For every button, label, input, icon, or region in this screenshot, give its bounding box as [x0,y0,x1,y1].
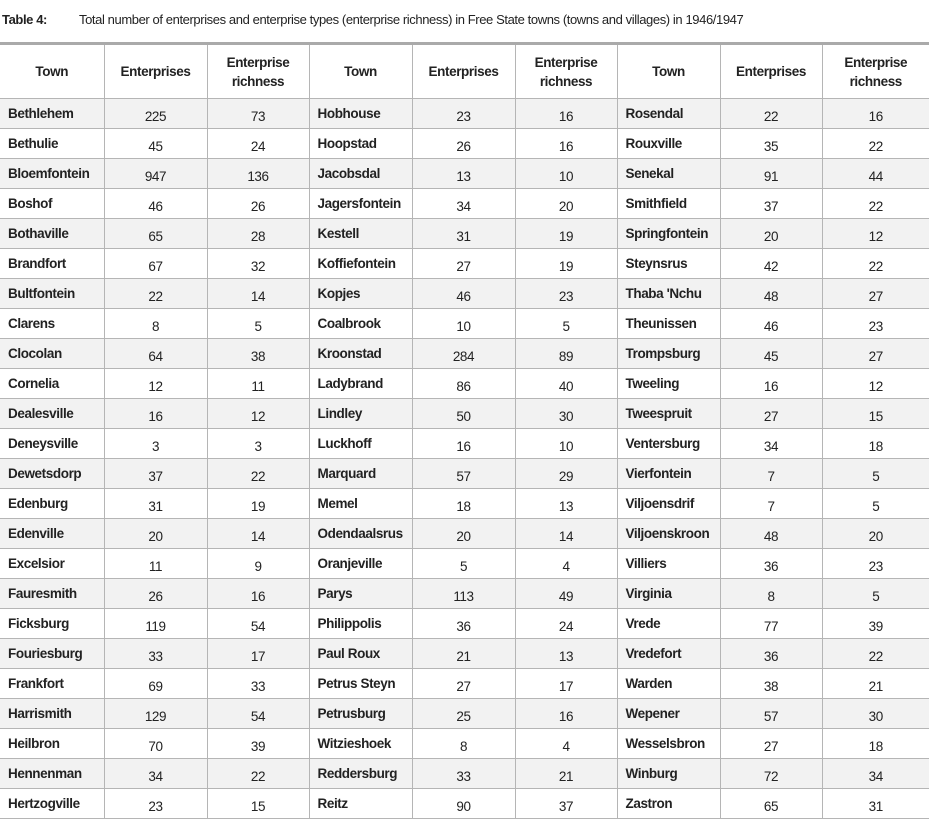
enterprises-count: 13 [412,159,515,189]
town-name: Viljoenskroon [617,519,720,549]
table-row [0,579,929,609]
enterprise-richness: 12 [207,399,309,429]
enterprise-richness: 22 [822,639,929,669]
town-name: Luckhoff [309,429,412,459]
table-row [0,309,929,339]
enterprise-richness: 22 [207,759,309,789]
enterprises-count: 11 [104,549,207,579]
enterprises-count: 5 [412,549,515,579]
enterprises-count: 34 [104,759,207,789]
enterprise-richness: 16 [515,99,617,129]
enterprise-richness: 16 [822,99,929,129]
enterprises-count: 46 [412,279,515,309]
enterprises-count: 16 [720,369,822,399]
town-name: Boshof [0,189,104,219]
enterprises-count: 23 [412,99,515,129]
enterprises-count: 23 [104,789,207,819]
town-name: Smithfield [617,189,720,219]
enterprise-richness: 22 [822,129,929,159]
enterprise-richness: 18 [822,429,929,459]
enterprise-richness: 5 [822,489,929,519]
enterprise-richness: 10 [515,159,617,189]
enterprises-count: 284 [412,339,515,369]
enterprise-richness: 27 [822,279,929,309]
header-row [0,44,929,99]
enterprises-count: 86 [412,369,515,399]
enterprises-count: 36 [720,549,822,579]
enterprises-count: 69 [104,669,207,699]
enterprise-richness: 21 [515,759,617,789]
town-name: Tweespruit [617,399,720,429]
town-name: Bethulie [0,129,104,159]
enterprise-richness: 4 [515,549,617,579]
enterprises-count: 225 [104,99,207,129]
enterprise-richness: 23 [822,549,929,579]
town-name: Bothaville [0,219,104,249]
table-row [0,549,929,579]
enterprises-count: 27 [720,729,822,759]
enterprises-count: 10 [412,309,515,339]
town-name: Fouriesburg [0,639,104,669]
town-name: Virginia [617,579,720,609]
table-row [0,729,929,759]
town-name: Kestell [309,219,412,249]
enterprise-richness: 28 [207,219,309,249]
table-row [0,669,929,699]
enterprise-richness: 26 [207,189,309,219]
table-row [0,639,929,669]
enterprises-count: 21 [412,639,515,669]
town-name: Petrusburg [309,699,412,729]
town-name: Rouxville [617,129,720,159]
enterprise-richness: 18 [822,729,929,759]
town-name: Zastron [617,789,720,819]
enterprise-richness: 5 [515,309,617,339]
enterprise-richness: 32 [207,249,309,279]
town-name: Rosendal [617,99,720,129]
enterprise-richness: 23 [822,309,929,339]
table-row [0,699,929,729]
enterprise-richness: 21 [822,669,929,699]
town-name: Ventersburg [617,429,720,459]
town-name: Dewetsdorp [0,459,104,489]
enterprise-richness: 14 [207,519,309,549]
enterprise-richness: 12 [822,369,929,399]
enterprises-count: 90 [412,789,515,819]
town-name: Clarens [0,309,104,339]
enterprise-richness: 23 [515,279,617,309]
table-title: Total number of enterprises and enterprise types (enterprise richness) in Free State towns (towns and villages) in 1946/1947 [78,12,744,27]
table-row [0,789,929,819]
table-label: Table 4: [2,12,47,27]
enterprises-count: 8 [104,309,207,339]
enterprise-richness: 20 [822,519,929,549]
enterprises-count: 57 [720,699,822,729]
town-name: Marquard [309,459,412,489]
enterprises-count: 46 [720,309,822,339]
enterprise-richness: 37 [515,789,617,819]
enterprises-count: 36 [720,639,822,669]
enterprises-count: 34 [412,189,515,219]
enterprises-count: 70 [104,729,207,759]
town-name: Hennenman [0,759,104,789]
enterprise-richness: 30 [515,399,617,429]
enterprise-richness: 17 [207,639,309,669]
enterprise-richness: 38 [207,339,309,369]
town-name: Bloemfontein [0,159,104,189]
town-name: Jacobsdal [309,159,412,189]
town-name: Edenburg [0,489,104,519]
enterprises-table [0,42,929,819]
enterprises-count: 18 [412,489,515,519]
town-name: Steynsrus [617,249,720,279]
enterprise-richness: 3 [207,429,309,459]
enterprise-richness: 20 [515,189,617,219]
enterprises-count: 67 [104,249,207,279]
enterprise-richness: 9 [207,549,309,579]
enterprise-richness: 19 [207,489,309,519]
town-name: Vierfontein [617,459,720,489]
enterprises-count: 129 [104,699,207,729]
town-name: Coalbrook [309,309,412,339]
enterprises-count: 72 [720,759,822,789]
enterprises-count: 35 [720,129,822,159]
enterprises-count: 48 [720,279,822,309]
enterprise-richness: 30 [822,699,929,729]
enterprise-richness: 16 [515,129,617,159]
table-row [0,489,929,519]
enterprise-richness: 14 [207,279,309,309]
town-name: Kroonstad [309,339,412,369]
enterprise-richness: 24 [515,609,617,639]
enterprise-richness: 22 [822,189,929,219]
town-name: Philippolis [309,609,412,639]
table-row [0,459,929,489]
enterprise-richness: 22 [207,459,309,489]
town-name: Warden [617,669,720,699]
town-name: Deneysville [0,429,104,459]
town-name: Viljoensdrif [617,489,720,519]
enterprises-count: 46 [104,189,207,219]
enterprises-count: 8 [720,579,822,609]
town-name: Reddersburg [309,759,412,789]
column-header: Enterprise richness [515,44,617,99]
enterprises-count: 64 [104,339,207,369]
enterprise-richness: 27 [822,339,929,369]
table-row [0,369,929,399]
town-name: Ficksburg [0,609,104,639]
enterprises-count: 12 [104,369,207,399]
town-name: Theunissen [617,309,720,339]
table-row [0,249,929,279]
town-name: Odendaalsrus [309,519,412,549]
enterprise-richness: 5 [207,309,309,339]
town-name: Excelsior [0,549,104,579]
enterprises-count: 25 [412,699,515,729]
enterprise-richness: 136 [207,159,309,189]
enterprise-richness: 5 [822,579,929,609]
enterprises-count: 65 [720,789,822,819]
enterprises-count: 45 [104,129,207,159]
town-name: Vredefort [617,639,720,669]
table-row [0,189,929,219]
enterprise-richness: 14 [515,519,617,549]
town-name: Thaba 'Nchu [617,279,720,309]
enterprise-richness: 13 [515,639,617,669]
enterprise-richness: 89 [515,339,617,369]
town-name: Heilbron [0,729,104,759]
enterprise-richness: 39 [822,609,929,639]
enterprise-richness: 31 [822,789,929,819]
town-name: Reitz [309,789,412,819]
enterprises-count: 91 [720,159,822,189]
town-name: Edenville [0,519,104,549]
enterprise-richness: 44 [822,159,929,189]
enterprise-richness: 24 [207,129,309,159]
table-row [0,429,929,459]
enterprises-count: 48 [720,519,822,549]
town-name: Vrede [617,609,720,639]
enterprise-richness: 19 [515,219,617,249]
enterprises-count: 57 [412,459,515,489]
enterprise-richness: 13 [515,489,617,519]
enterprises-count: 27 [412,249,515,279]
column-header: Enterprise richness [822,44,929,99]
table-row [0,519,929,549]
enterprises-count: 26 [412,129,515,159]
town-name: Paul Roux [309,639,412,669]
enterprises-count: 31 [104,489,207,519]
enterprise-richness: 29 [515,459,617,489]
town-name: Frankfort [0,669,104,699]
town-name: Wepener [617,699,720,729]
town-name: Trompsburg [617,339,720,369]
enterprises-count: 20 [104,519,207,549]
town-name: Memel [309,489,412,519]
enterprises-count: 8 [412,729,515,759]
table-caption [2,12,743,27]
enterprises-count: 119 [104,609,207,639]
enterprise-richness: 11 [207,369,309,399]
town-name: Ladybrand [309,369,412,399]
enterprise-richness: 22 [822,249,929,279]
town-name: Koffiefontein [309,249,412,279]
town-name: Tweeling [617,369,720,399]
town-name: Hobhouse [309,99,412,129]
town-name: Bethlehem [0,99,104,129]
enterprises-count: 38 [720,669,822,699]
table-row [0,759,929,789]
enterprises-count: 7 [720,489,822,519]
town-name: Clocolan [0,339,104,369]
town-name: Petrus Steyn [309,669,412,699]
enterprise-richness: 5 [822,459,929,489]
table-row [0,159,929,189]
town-name: Oranjeville [309,549,412,579]
enterprise-richness: 16 [207,579,309,609]
enterprises-count: 16 [412,429,515,459]
town-name: Senekal [617,159,720,189]
town-name: Hertzogville [0,789,104,819]
town-name: Hoopstad [309,129,412,159]
enterprise-richness: 19 [515,249,617,279]
enterprise-richness: 15 [822,399,929,429]
table-row [0,609,929,639]
column-header: Enterprises [412,44,515,99]
enterprise-richness: 49 [515,579,617,609]
table-row [0,399,929,429]
enterprises-count: 65 [104,219,207,249]
town-name: Cornelia [0,369,104,399]
enterprises-count: 20 [412,519,515,549]
town-name: Parys [309,579,412,609]
enterprises-count: 26 [104,579,207,609]
enterprises-count: 33 [412,759,515,789]
enterprises-count: 34 [720,429,822,459]
enterprises-count: 37 [104,459,207,489]
enterprises-count: 27 [412,669,515,699]
enterprises-count: 42 [720,249,822,279]
enterprises-count: 7 [720,459,822,489]
enterprises-count: 33 [104,639,207,669]
town-name: Winburg [617,759,720,789]
enterprise-richness: 16 [515,699,617,729]
town-name: Villiers [617,549,720,579]
enterprise-richness: 39 [207,729,309,759]
enterprises-count: 27 [720,399,822,429]
enterprises-count: 16 [104,399,207,429]
town-name: Fauresmith [0,579,104,609]
enterprises-count: 113 [412,579,515,609]
enterprise-richness: 17 [515,669,617,699]
enterprise-richness: 4 [515,729,617,759]
enterprise-richness: 33 [207,669,309,699]
enterprises-count: 77 [720,609,822,639]
enterprise-richness: 40 [515,369,617,399]
table-row [0,339,929,369]
town-name: Harrismith [0,699,104,729]
enterprises-count: 37 [720,189,822,219]
enterprises-count: 20 [720,219,822,249]
enterprise-richness: 54 [207,609,309,639]
table-row [0,99,929,129]
town-name: Bultfontein [0,279,104,309]
enterprise-richness: 54 [207,699,309,729]
town-name: Lindley [309,399,412,429]
enterprise-richness: 34 [822,759,929,789]
town-name: Dealesville [0,399,104,429]
enterprises-count: 31 [412,219,515,249]
column-header: Enterprise richness [207,44,309,99]
town-name: Jagersfontein [309,189,412,219]
column-header: Town [617,44,720,99]
town-name: Springfontein [617,219,720,249]
enterprise-richness: 15 [207,789,309,819]
enterprises-count: 45 [720,339,822,369]
column-header: Enterprises [720,44,822,99]
column-header: Town [0,44,104,99]
table-row [0,279,929,309]
enterprise-richness: 10 [515,429,617,459]
enterprises-count: 22 [104,279,207,309]
enterprises-count: 36 [412,609,515,639]
town-name: Kopjes [309,279,412,309]
column-header: Town [309,44,412,99]
table-row [0,219,929,249]
town-name: Wesselsbron [617,729,720,759]
town-name: Brandfort [0,249,104,279]
enterprises-count: 22 [720,99,822,129]
enterprise-richness: 12 [822,219,929,249]
enterprises-count: 3 [104,429,207,459]
town-name: Witzieshoek [309,729,412,759]
table-row [0,129,929,159]
enterprises-count: 947 [104,159,207,189]
column-header: Enterprises [104,44,207,99]
enterprise-richness: 73 [207,99,309,129]
enterprises-count: 50 [412,399,515,429]
